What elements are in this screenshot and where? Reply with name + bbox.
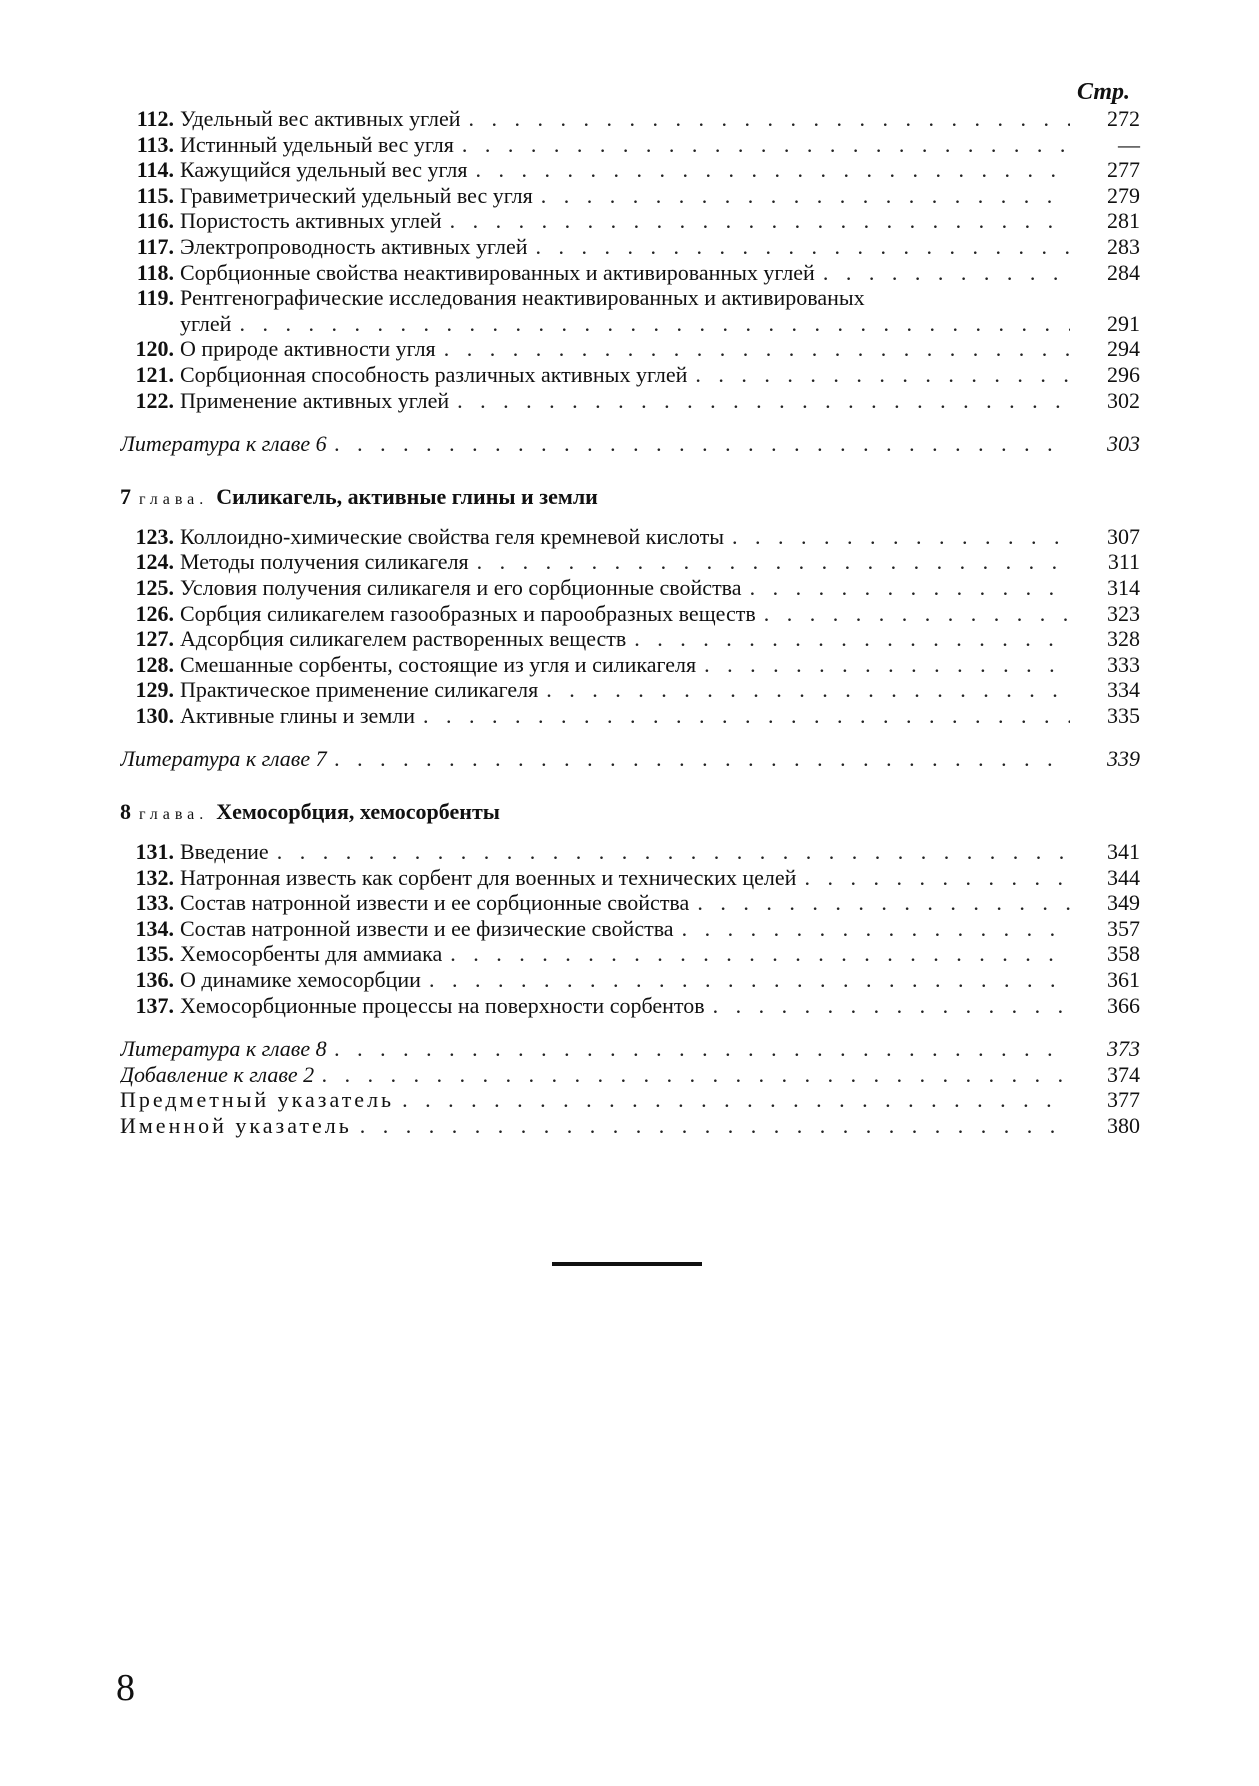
entry-number: 134.: [135, 915, 174, 941]
toc-entry: [120, 336, 1140, 362]
leader-dots: [457, 388, 1070, 414]
toc-entry: [120, 839, 1140, 865]
entry-page: 277: [1107, 157, 1140, 183]
entry-page: —: [1118, 131, 1140, 157]
literature-entry: [120, 1036, 1140, 1062]
toc-entry: [120, 549, 1140, 575]
leader-dots: [444, 336, 1070, 362]
page-number: 8: [116, 1667, 135, 1709]
toc-entry: [120, 524, 1140, 550]
entry-page: 377: [1107, 1087, 1140, 1113]
chapter-heading: [120, 798, 1140, 829]
leader-dots: [713, 993, 1070, 1019]
entry-title: Активные глины и земли: [180, 702, 415, 728]
entry-number: 126.: [135, 600, 174, 626]
leader-dots: [429, 967, 1070, 993]
leader-dots: [335, 431, 1070, 457]
entry-number: 120.: [135, 336, 174, 362]
entry-title: Смешанные сорбенты, состоящие из угля и силикагеля: [180, 651, 697, 677]
entry-title: Истинный удельный вес угля: [180, 131, 454, 157]
entry-page: 314: [1107, 574, 1140, 600]
toc-entry: [120, 626, 1140, 652]
toc-entry: [120, 865, 1140, 891]
entry-title: Сорбционная способность различных активных углей: [180, 361, 688, 387]
entry-page: 349: [1107, 890, 1140, 916]
entry-title-line1: Рентгенографические исследования неактивированных и активированых: [180, 285, 865, 311]
entry-page: 284: [1107, 259, 1140, 285]
toc-entry-line2: [120, 311, 1140, 337]
entry-number: 135.: [135, 941, 174, 967]
entry-title: Натронная известь как сорбент для военных и технических целей: [180, 864, 797, 890]
entry-page: 291: [1107, 310, 1140, 336]
entry-number: 133.: [135, 890, 174, 916]
chapter-word: глава.: [139, 490, 209, 508]
entry-title: углей: [180, 310, 232, 336]
entry-page: 311: [1107, 549, 1140, 575]
leader-dots: [535, 234, 1070, 260]
entry-number: 125.: [135, 574, 174, 600]
chapter-6-entries: [120, 106, 1140, 457]
entry-page: 296: [1107, 361, 1140, 387]
entry-page: 373: [1107, 1036, 1140, 1062]
leader-dots: [541, 183, 1070, 209]
toc-entry: [120, 703, 1140, 729]
toc-entry: [120, 601, 1140, 627]
toc-entry: [120, 260, 1140, 286]
subject-index-title: Предметный указатель: [120, 1087, 395, 1113]
chapter-title: Силикагель, активные глины и земли: [216, 483, 598, 509]
entry-page: 294: [1107, 336, 1140, 362]
entry-title: Состав натронной извести и ее физические свойства: [180, 915, 674, 941]
entry-page: 279: [1107, 182, 1140, 208]
leader-dots: [823, 260, 1070, 286]
chapter-7-entries: [120, 524, 1140, 772]
literature-title: Литература к главе 7: [120, 746, 327, 772]
entry-page: 328: [1107, 626, 1140, 652]
section-divider-rule: [552, 1262, 702, 1266]
toc-entry: [120, 652, 1140, 678]
leader-dots: [277, 839, 1070, 865]
entry-title: Коллоидно-химические свойства геля кремневой кислоты: [180, 523, 724, 549]
entry-number: 122.: [135, 387, 174, 413]
entry-title: Введение: [180, 839, 269, 865]
entry-title: Адсорбция силикагелем растворенных веществ: [180, 626, 627, 652]
chapter-heading: [120, 483, 1140, 514]
entry-title: Хемосорбционные процессы на поверхности сорбентов: [180, 992, 705, 1018]
entry-number: 130.: [135, 702, 174, 728]
entry-title: Методы получения силикагеля: [180, 549, 469, 575]
chapter-title: Хемосорбция, хемосорбенты: [216, 799, 500, 825]
leader-dots: [462, 132, 1070, 158]
entry-page: 380: [1107, 1113, 1140, 1138]
entry-number: 128.: [135, 651, 174, 677]
leader-dots: [750, 575, 1070, 601]
entry-page: 334: [1107, 677, 1140, 703]
entry-page: 341: [1107, 839, 1140, 865]
leader-dots: [634, 626, 1070, 652]
entry-number: 118.: [136, 259, 174, 285]
entry-number: 136.: [135, 967, 174, 993]
toc-entry: [120, 234, 1140, 260]
entry-page: 333: [1107, 651, 1140, 677]
addendum-entry: [120, 1062, 1140, 1088]
toc-entry: [120, 208, 1140, 234]
leader-dots: [732, 524, 1070, 550]
entry-number: 112.: [136, 106, 174, 131]
entry-page: 283: [1107, 233, 1140, 259]
entry-title: Кажущийся удельный вес угля: [180, 157, 468, 183]
entry-number: 115.: [136, 182, 174, 208]
chapter-8-entries: [120, 839, 1140, 1139]
leader-dots: [695, 362, 1070, 388]
name-index-title: Именной указатель: [120, 1113, 352, 1138]
leader-dots: [469, 106, 1070, 132]
entry-number: 117.: [136, 233, 174, 259]
entry-title: О динамике хемосорбции: [180, 967, 421, 993]
entry-page: 323: [1107, 600, 1140, 626]
subject-index-entry: [120, 1087, 1140, 1113]
entry-title: Условия получения силикагеля и его сорбционные свойства: [180, 574, 742, 600]
entry-number: 116.: [136, 208, 174, 234]
leader-dots: [477, 549, 1070, 575]
toc-entry: [120, 575, 1140, 601]
toc-entry: [120, 157, 1140, 183]
entry-page: 303: [1107, 431, 1140, 457]
leader-dots: [335, 1036, 1070, 1062]
leader-dots: [322, 1062, 1070, 1088]
leader-dots: [697, 890, 1070, 916]
entry-page: 374: [1107, 1061, 1140, 1087]
leader-dots: [682, 916, 1070, 942]
entry-title: Сорбция силикагелем газообразных и парообразных веществ: [180, 600, 756, 626]
literature-title: Литература к главе 6: [120, 431, 327, 457]
toc-entry: [120, 106, 1140, 132]
leader-dots: [239, 311, 1070, 337]
entry-title: Хемосорбенты для аммиака: [180, 941, 443, 967]
literature-entry: [120, 746, 1140, 772]
leader-dots: [402, 1087, 1070, 1113]
leader-dots: [764, 601, 1070, 627]
entry-number: 119.: [136, 285, 174, 311]
entry-page: 339: [1107, 746, 1140, 772]
leader-dots: [335, 746, 1070, 772]
entry-page: 307: [1107, 523, 1140, 549]
leader-dots: [450, 208, 1070, 234]
toc-entry: [120, 941, 1140, 967]
entry-page: 357: [1107, 915, 1140, 941]
entry-number: 129.: [135, 677, 174, 703]
toc-entry: [120, 890, 1140, 916]
entry-title: Электропроводность активных углей: [180, 233, 528, 259]
entry-number: 113.: [136, 131, 174, 157]
leader-dots: [804, 865, 1070, 891]
entry-number: 123.: [135, 523, 174, 549]
toc-entry: [120, 362, 1140, 388]
page-column-header: Стр.: [1076, 79, 1130, 105]
name-index-entry: [120, 1113, 1140, 1139]
entry-title: Применение активных углей: [180, 387, 450, 413]
toc-entry: [120, 916, 1140, 942]
entry-page: 361: [1107, 967, 1140, 993]
toc-entry: [120, 677, 1140, 703]
leader-dots: [704, 652, 1070, 678]
toc-entry: [120, 183, 1140, 209]
entry-number: 121.: [135, 361, 174, 387]
entry-page: 335: [1107, 702, 1140, 728]
leader-dots: [546, 677, 1070, 703]
entry-number: 114.: [136, 157, 174, 183]
entry-page: 272: [1107, 106, 1140, 131]
entry-title: Практическое применение силикагеля: [180, 677, 539, 703]
entry-number: 132.: [135, 864, 174, 890]
addendum-title: Добавление к главе 2: [120, 1061, 315, 1087]
entry-page: 302: [1107, 387, 1140, 413]
table-of-contents: [120, 78, 1140, 1139]
entry-page: 344: [1107, 864, 1140, 890]
leader-dots: [423, 703, 1070, 729]
toc-entry: [120, 993, 1140, 1019]
entry-number: 124.: [135, 549, 174, 575]
entry-title: Сорбционные свойства неактивированных и активированных углей: [180, 259, 815, 285]
entry-page: 281: [1107, 208, 1140, 234]
entry-title: О природе активности угля: [180, 336, 436, 362]
leader-dots: [450, 941, 1070, 967]
entry-title: Пористость активных углей: [180, 208, 442, 234]
entry-title: Гравиметрический удельный вес угля: [180, 182, 533, 208]
entry-number: 131.: [135, 839, 174, 865]
toc-entry: [120, 388, 1140, 414]
leader-dots: [360, 1113, 1070, 1139]
leader-dots: [475, 157, 1070, 183]
entry-number: 127.: [135, 626, 174, 652]
literature-title: Литература к главе 8: [120, 1036, 327, 1062]
toc-entry: [120, 967, 1140, 993]
toc-entry-line1: [120, 285, 1140, 311]
entry-number: 137.: [135, 992, 174, 1018]
chapter-word: глава.: [139, 806, 209, 824]
chapter-number: 8: [120, 799, 131, 825]
chapter-number: 7: [120, 483, 131, 509]
entry-title: Удельный вес активных углей: [180, 106, 461, 131]
entry-page: 366: [1107, 992, 1140, 1018]
entry-title: Состав натронной извести и ее сорбционные свойства: [180, 890, 690, 916]
entry-page: 358: [1107, 941, 1140, 967]
toc-entry: [120, 132, 1140, 158]
literature-entry: [120, 431, 1140, 457]
